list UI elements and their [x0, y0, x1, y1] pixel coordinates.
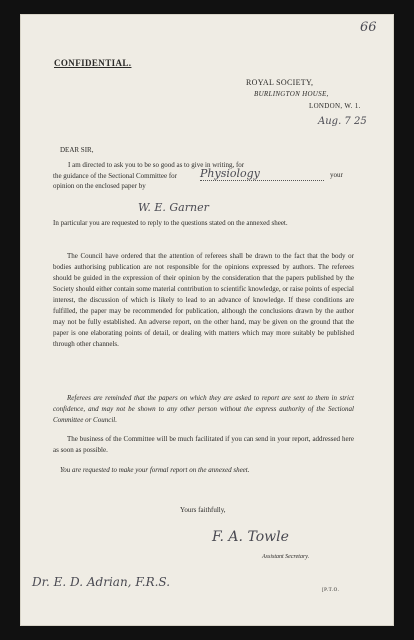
paragraph-1-your: your	[330, 171, 343, 179]
salutation: DEAR SIR,	[60, 146, 94, 154]
address-line-1: ROYAL SOCIETY,	[246, 78, 314, 87]
handwritten-subject: Physiology	[200, 167, 324, 181]
signatory-role: Assistant Secretary.	[262, 554, 310, 560]
paragraph-5: The business of the Committee will be much facilitated if you can send in your report, addressed here as soon as possible.	[53, 435, 354, 454]
paragraph-1-end: opinion on the enclosed paper by	[53, 182, 146, 190]
paragraph-1-start: I am directed to ask you to be so good as to give in writing, for	[68, 161, 245, 169]
letter-sheet	[20, 14, 394, 626]
handwritten-date: Aug. 7 25	[318, 116, 367, 127]
paragraph-2: In particular you are requested to reply to the questions stated on the annexed sheet.	[53, 219, 288, 227]
paragraph-3: The Council have ordered that the attention of referees shall be drawn to the fact that the body or bodies authorising publication are not responsible for the opinions expressed by authors. The referees should be guided in the expression of their opinion by the consideration that the papers published by the Society should either contain some material contribution to scientific knowledge, or raise points of especial interest, the discussion of which is likely to lead to an advance of knowledge. If these conditions are fulfilled, the paper may be recommended for publication, although the conclusions drawn by the author may not be fully established. An adverse report, on the other hand, may be given on the ground that the paper is one elaborating points of detail, or dealing with matters which may more suitably be published through other channels.	[53, 252, 354, 348]
pto-note: [P.T.O.	[322, 588, 340, 593]
closing: Yours faithfully,	[180, 506, 226, 514]
page-number: 66	[360, 20, 377, 35]
address-line-3: LONDON, W. 1.	[309, 102, 361, 110]
handwritten-author: W. E. Garner	[138, 201, 209, 214]
paragraph-6: You are requested to make your formal report on the annexed sheet.	[60, 466, 250, 474]
paragraph-4: Referees are reminded that the papers on which they are asked to report are sent to them in strict confidence, and may not be shown to any other person without the express authority of the Sectional Committee or Council.	[53, 394, 354, 424]
signature: F. A. Towle	[212, 529, 289, 545]
paragraph-1-guidance: the guidance of the Sectional Committee for	[53, 172, 178, 180]
confidential-heading: CONFIDENTIAL.	[54, 58, 132, 68]
handwritten-recipient: Dr. E. D. Adrian, F.R.S.	[32, 575, 171, 589]
address-line-2: BURLINGTON HOUSE,	[254, 90, 329, 98]
